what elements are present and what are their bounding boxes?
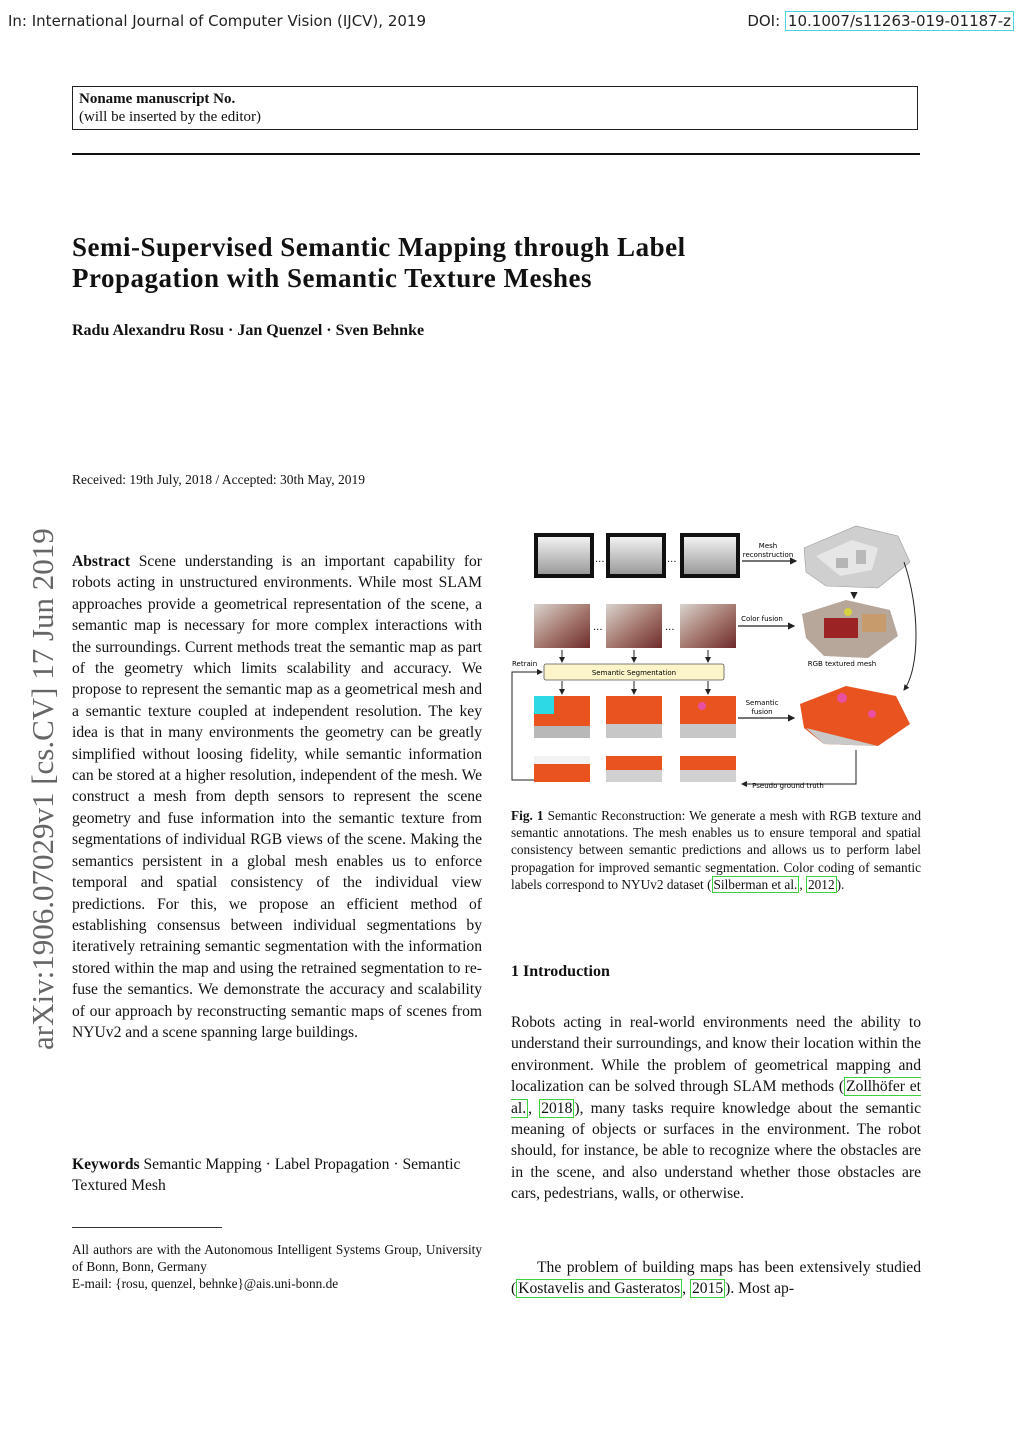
dots-row2: ... <box>593 622 603 633</box>
figure-pipeline <box>506 518 920 800</box>
intro-paragraph-2 <box>511 1257 921 1300</box>
received-dates: Received: 19th July, 2018 / Accepted: 30th May, 2019 <box>72 472 365 487</box>
doi-link[interactable]: 10.1007/s11263-019-01187-z <box>785 11 1014 31</box>
arrow-pseudo-gt <box>742 750 856 784</box>
caption-cite-sep: , <box>799 876 806 892</box>
footnote-rule <box>72 1227 222 1228</box>
abstract-label: Abstract <box>72 553 131 570</box>
label-semantic: Semantic <box>745 699 779 707</box>
label-fusion: fusion <box>751 708 773 716</box>
intro-p1-text-b: ), many tasks require knowledge about the semantic meaning of objects or surfaces in the environment. The robot should, for instance, be able to recognize where the obstacles are in the scene, and also understand whether those obstacles are cars, pedestrians, walls, or otherwise. <box>511 1099 922 1203</box>
intro-p1-cite-year[interactable]: 2018 <box>541 1099 573 1117</box>
intro-heading: 1 Introduction <box>511 963 610 980</box>
intro-paragraph-1 <box>511 1012 921 1205</box>
paper-authors: Radu Alexandru Rosu · Jan Quenzel · Sven Behnke <box>72 322 425 339</box>
keywords <box>72 1154 482 1197</box>
intro-p2-text-a: The problem of building maps has been extensively studied ( <box>511 1259 921 1298</box>
arrow-mesh-to-semantic <box>904 562 916 690</box>
affiliation: All authors are with the Autonomous Intelligent Systems Group, University of Bonn, Bonn, Germany <box>72 1242 482 1274</box>
label-retrain: Retrain <box>512 660 538 668</box>
label-mesh: Mesh <box>758 542 778 550</box>
label-rgb-textured-mesh: RGB textured mesh <box>807 660 877 668</box>
manuscript-note: (will be inserted by the editor) <box>79 109 262 125</box>
dots-row1: ... <box>595 554 605 565</box>
intro-p2-sep: , <box>682 1280 690 1298</box>
semantic-mesh <box>800 686 910 746</box>
dots-row2b: ... <box>665 622 675 633</box>
intro-p1-text-a: Robots acting in real-world environments need the ability to understand their surroundings, and know their location within the environment. While the problem of geometrical mapping and localization can be solved through SLAM methods ( <box>511 1014 921 1096</box>
email: E-mail: {rosu, quenzel, behnke}@ais.uni-bonn.de <box>72 1276 339 1291</box>
rgb-images <box>534 604 736 648</box>
depth-images <box>534 533 740 578</box>
rgb-textured-mesh <box>802 600 898 658</box>
caption-cite-year[interactable]: 2012 <box>808 876 835 892</box>
keywords-label: Keywords <box>72 1156 140 1173</box>
gray-mesh <box>804 526 910 588</box>
pseudo-gt-images <box>534 756 736 782</box>
intro-p1-sep: , <box>528 1099 540 1117</box>
label-reconstruction: reconstruction <box>742 551 794 559</box>
arxiv-stamp: arXiv:1906.07029v1 [cs.CV] 17 Jun 2019 <box>25 528 60 1050</box>
header-rule <box>72 153 920 155</box>
label-color-fusion: Color fusion <box>741 615 783 623</box>
journal-header: In: International Journal of Computer Vision (IJCV), 2019 <box>8 12 426 30</box>
caption-text: Semantic Reconstruction: We generate a mesh with RGB texture and semantic annotations. The mesh enables us to ensure temporal and spatial consistency between semantic predictions and allows us to perform label propagation for improved semantic segmentation. Color coding of semantic labels correspond to NYUv2 dataset ( <box>511 808 921 892</box>
label-semantic-segmentation: Semantic Segmentation <box>591 669 677 677</box>
segmentation-images <box>534 696 736 738</box>
paper-title: Semi-Supervised Semantic Mapping through Label Propagation with Semantic Texture Meshes <box>72 232 686 293</box>
doi-header <box>747 12 1014 30</box>
abstract <box>72 551 482 1043</box>
intro-p2-cite-year[interactable]: 2015 <box>691 1280 724 1298</box>
label-pseudo-ground-truth: Pseudo ground truth <box>752 782 824 790</box>
dots-row1b: ... <box>667 554 677 565</box>
doi-label: DOI: <box>747 12 785 30</box>
intro-p2-cite-author[interactable]: Kostavelis and Gasteratos <box>518 1280 681 1298</box>
intro-p2-text-b: ). Most ap- <box>725 1280 795 1298</box>
figure-caption <box>511 807 921 893</box>
intro-p1-cite-author[interactable]: Zollhöfer et al. <box>511 1078 921 1117</box>
manuscript-number: Noname manuscript No. <box>79 91 236 107</box>
manuscript-box <box>72 86 918 130</box>
caption-end: ). <box>836 876 845 892</box>
keywords-text: Semantic Mapping · Label Propagation · Semantic Textured Mesh <box>72 1156 461 1195</box>
caption-label: Fig. 1 <box>511 808 544 823</box>
caption-cite-author[interactable]: Silberman et al. <box>713 876 798 892</box>
abstract-text: Scene understanding is an important capability for robots acting in unstructured environments. While most SLAM approaches provide a geometrical representation of the scene, a semantic map is necessary for more complex interactions with the surroundings. Current methods treat the semantic map as part of the geometry which limits scalability and accuracy. We propose to represent the semantic map as a geometrical mesh and a semantic texture coupled at independent resolution. The key idea is that in many environments the geometry can be greatly simplified without loosing fidelity, while semantic information can be stored at a higher resolution, independent of the mesh. We construct a mesh from depth sensors to represent the scene geometry and fuse information into the semantic texture from segmentations of individual RGB views of the scene. Making the semantics persistent in a global mesh enables us to enforce temporal and spatial consistency of the individual view predictions. For this, we propose an efficient method of establishing consensus between individual segmentations by iteratively retraining semantic segmentation with the information stored within the map and using the retrained segmentation to re-fuse the semantics. We demonstrate the accuracy and scalability of our approach by reconstructing semantic maps of scenes from NYUv2 and a scene spanning large buildings. <box>72 553 482 1041</box>
footnote <box>72 1241 482 1292</box>
